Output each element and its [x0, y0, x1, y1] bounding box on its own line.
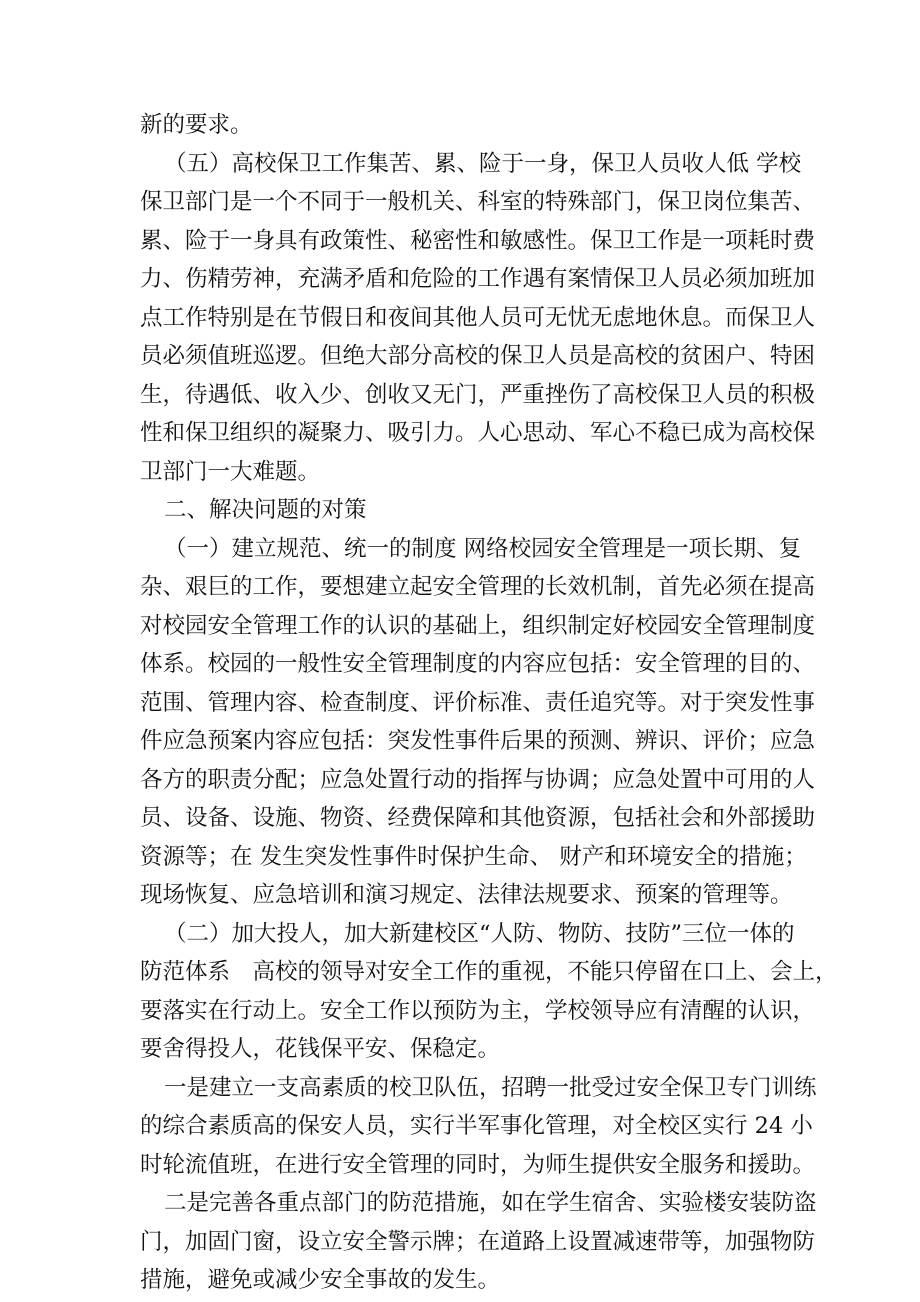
- text-line: 点工作特别是在节假日和夜间其他人员可无忧无虑地休息。而保卫人: [140, 304, 816, 331]
- text-line: 要落实在行动上。安全工作以预防为主，学校领导应有清醒的认识，: [140, 997, 816, 1024]
- text-line: 性和保卫组织的凝聚力、吸引力。人心思动、军心不稳已成为高校保: [140, 420, 816, 446]
- text-line: 员、设备、设施、物资、经费保障和其他资源，包括社会和外部援助: [140, 805, 816, 831]
- text-line: 资源等；在 发生突发性事件时保护生命、 财产和环境安全的措施；: [140, 843, 807, 870]
- text-line: 范围、管理内容、检查制度、评价标准、责任追究等。对于突发性事: [140, 689, 816, 716]
- text-line: 二是完善各重点部门的防范措施，如在学生宿舍、实验楼安装防盗: [164, 1190, 817, 1216]
- text-line: 力、伤精劳神，充满矛盾和危险的工作遇有案情保卫人员必须加班加: [140, 266, 816, 292]
- text-line: 时轮流值班，在进行安全管理的同时，为师生提供安全服务和援助。: [140, 1151, 816, 1178]
- text-line: 员必须值班巡逻。但绝大部分高校的保卫人员是高校的贫困户、特困: [140, 343, 816, 369]
- text-line: 门，加固门窗，设立安全警示牌；在道路上设置减速带等，加强物防: [140, 1228, 816, 1255]
- text-line: 的综合素质高的保安人员，实行半军事化管理，对全校区实行 24 小: [140, 1113, 813, 1139]
- text-line: 体系。校园的一般性安全管理制度的内容应包括：安全管理的目的、: [140, 651, 816, 677]
- text-line: 生，待遇低、收入少、创收又无门，严重挫伤了高校保卫人员的积极: [140, 381, 816, 408]
- text-line: 各方的职责分配；应急处置行动的指挥与协调；应急处置中可用的人: [140, 766, 816, 793]
- text-line: 件应急预案内容应包括：突发性事件后果的预测、辨识、评价；应急: [140, 728, 816, 754]
- text-line: 对校园安全管理工作的认识的基础上，组织制定好校园安全管理制度: [140, 612, 816, 639]
- section-heading: 二、解决问题的对策: [164, 497, 367, 523]
- text-line: 累、险于一身具有政策性、秘密性和敏感性。保卫工作是一项耗时费: [140, 227, 816, 254]
- text-line: 要舍得投人，花钱保平安、保稳定。: [140, 1036, 501, 1062]
- text-line: 防范体系 高校的领导对安全工作的重视，不能只停留在口上、会上，: [140, 959, 838, 985]
- text-line: 杂、艰巨的工作，要想建立起安全管理的长效机制，首先必须在提高: [140, 574, 816, 600]
- text-line: （一）建立规范、统一的制度 网络校园安全管理是一项长期、复: [164, 535, 802, 562]
- text-line: 措施，避免或减少安全事故的发生。: [140, 1267, 501, 1293]
- text-line: 一是建立一支高素质的校卫队伍，招聘一批受过安全保卫专门训练: [164, 1074, 817, 1101]
- body-text: [140, 106, 838, 1300]
- text-line: 卫部门一大难题。: [140, 458, 321, 485]
- text-line: 新的要求。: [140, 112, 253, 138]
- text-line: 现场恢复、应急培训和演习规定、法律法规要求、预案的管理等。: [140, 882, 793, 908]
- text-line: （五）高校保卫工作集苦、累、险于一身，保卫人员收人低 学校: [164, 150, 802, 177]
- text-line: 保卫部门是一个不同于一般机关、科室的特殊部门，保卫岗位集苦、: [140, 189, 816, 215]
- text-line: （二）加大投人，加大新建校区“人防、物防、技防”三位一体的: [164, 920, 795, 947]
